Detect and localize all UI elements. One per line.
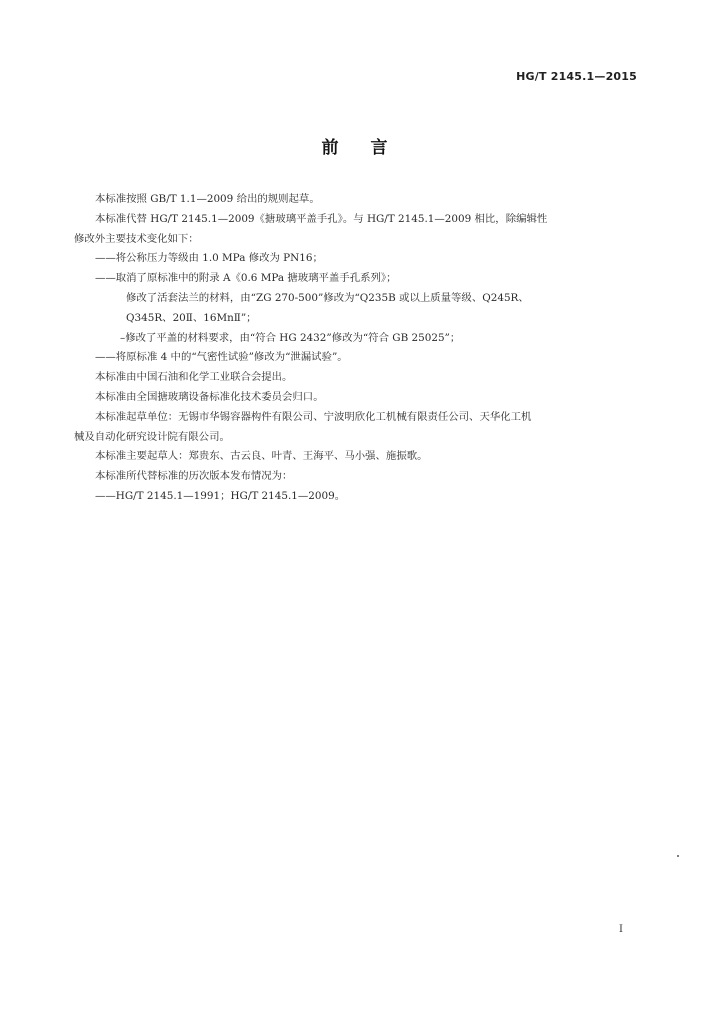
paragraph-previous-editions: 本标准所代替标准的历次版本发布情况为： (95, 470, 293, 483)
paragraph-replaces-continued: 修改外主要技术变化如下： (74, 232, 199, 245)
paragraph-under-jurisdiction: 本标准由全国搪玻璃设备标准化技术委员会归口。 (95, 390, 324, 403)
change-item-test: ——将原标准 4 中的“气密性试验”修改为“泄漏试验”。 (95, 351, 348, 364)
change-item-flange-material-continued: Q345R、20Ⅱ、16MnⅡ”； (126, 311, 257, 324)
change-item-cover-material: –修改了平盖的材料要求，由“符合 HG 2432”修改为“符合 GB 25025”； (120, 331, 461, 344)
scan-speck (677, 855, 679, 857)
previous-editions-list: ——HG/T 2145.1—1991；HG/T 2145.1—2009。 (95, 489, 346, 502)
page-number: I (619, 924, 623, 935)
paragraph-drafting-rules: 本标准按照 GB/T 1.1—2009 给出的规则起草。 (95, 193, 320, 205)
paragraph-drafting-units-continued: 械及自动化研究设计院有限公司。 (74, 430, 230, 443)
paragraph-proposed-by: 本标准由中国石油和化学工业联合会提出。 (95, 371, 293, 384)
foreword-body (74, 190, 646, 507)
paragraph-replaces: 本标准代替 HG/T 2145.1—2009《搪玻璃平盖手孔》。与 HG/T 2145.1—2009 相比，除编辑性 (95, 212, 548, 225)
change-item-flange-material: 修改了活套法兰的材料，由“ZG 270-500”修改为“Q235B 或以上质量等级、Q245R、 (126, 291, 529, 304)
paragraph-drafters: 本标准主要起草人：郑贵东、古云良、叶青、王海平、马小强、施振歌。 (95, 450, 428, 463)
change-item-pressure: ——将公称压力等级由 1.0 MPa 修改为 PN16； (95, 252, 323, 265)
paragraph-drafting-units: 本标准起草单位：无锡市华锡容器构件有限公司、宁波明欣化工机械有限责任公司、天华化工机 (95, 410, 532, 423)
change-item-appendix: ——取消了原标准中的附录 A《0.6 MPa 搪玻璃平盖手孔系列》； (95, 272, 397, 285)
standard-code: HG/T 2145.1—2015 (516, 70, 637, 83)
page-title: 前言 (321, 138, 420, 158)
